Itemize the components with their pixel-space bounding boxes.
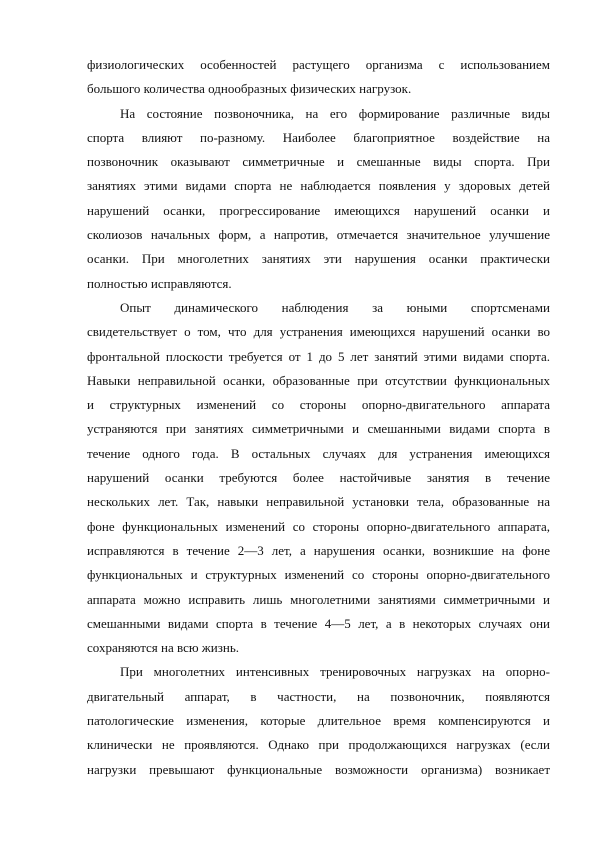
text-line: занятиях этими видами спорта не наблюдается появления у здоровых детей [87, 178, 550, 194]
text-line: сколиозов начальных форм, а напротив, отмечается значительное улучшение [87, 227, 550, 243]
text-line: нагрузки превышают функциональные возможности организма) возникает [87, 761, 550, 777]
text-line: патологические изменения, которые длительное время компенсируются и [87, 713, 550, 729]
text-line: фоне функциональных изменений со стороны опорно-двигательного аппарата, [87, 518, 550, 534]
text-line: исправляются в течение 2—3 лет, а нарушения осанки, возникшие на фоне [87, 542, 550, 558]
text-line: и структурных изменений со стороны опорно-двигательного аппарата [87, 397, 550, 413]
text-line: На состояние позвоночника, на его формирование различные виды [120, 105, 550, 121]
body-text [87, 53, 550, 782]
text-line: позвоночник оказывают симметричные и смешанные виды спорта. При [87, 154, 550, 170]
text-line: сохраняются на всю жизнь. [87, 640, 240, 656]
text-line: фронтальной плоскости требуется от 1 до 5 лет занятий этими видами спорта. [87, 348, 550, 364]
text-line: большого количества однообразных физических нагрузок. [87, 81, 412, 97]
text-line: Опыт динамического наблюдения за юными спортсменами [120, 299, 550, 315]
text-line: нескольких лет. Так, навыки неправильной установки тела, образованные на [87, 494, 550, 510]
text-line: полностью исправляются. [87, 275, 232, 291]
text-line: свидетельствует о том, что для устранения имеющихся нарушений осанки во [87, 324, 550, 340]
text-line: нарушений осанки требуются более настойчивые занятия в течение [87, 470, 550, 486]
text-line: аппарата можно исправить лишь многолетними занятиями симметричными и [87, 591, 550, 607]
text-line: смешанными видами спорта в течение 4—5 лет, а в некоторых случаях они [87, 615, 550, 631]
text-line: физиологических особенностей растущего организма с использованием [87, 57, 550, 72]
text-line: нарушений осанки, прогрессирование имеющихся нарушений осанки и [87, 202, 550, 218]
text-line: двигательный аппарат, в частности, на позвоночник, появляются [87, 688, 550, 704]
text-line: При многолетних интенсивных тренировочных нагрузках на опорно- [120, 664, 550, 680]
text-line: устраняются при занятиях симметричными и смешанными видами спорта в [87, 421, 550, 437]
text-line: течение одного года. В остальных случаях для устранения имеющихся [87, 445, 550, 461]
text-line: функциональных и структурных изменений со стороны опорно-двигательного [87, 567, 550, 583]
text-line: осанки. При многолетних занятиях эти нарушения осанки практически [87, 251, 550, 267]
text-line: клинически не проявляются. Однако при продолжающихся нагрузках (если [87, 737, 550, 753]
text-line: спорта влияют по-разному. Наиболее благоприятное воздействие на [87, 129, 550, 145]
text-line: Навыки неправильной осанки, образованные при отсутствии функциональных [87, 372, 550, 388]
